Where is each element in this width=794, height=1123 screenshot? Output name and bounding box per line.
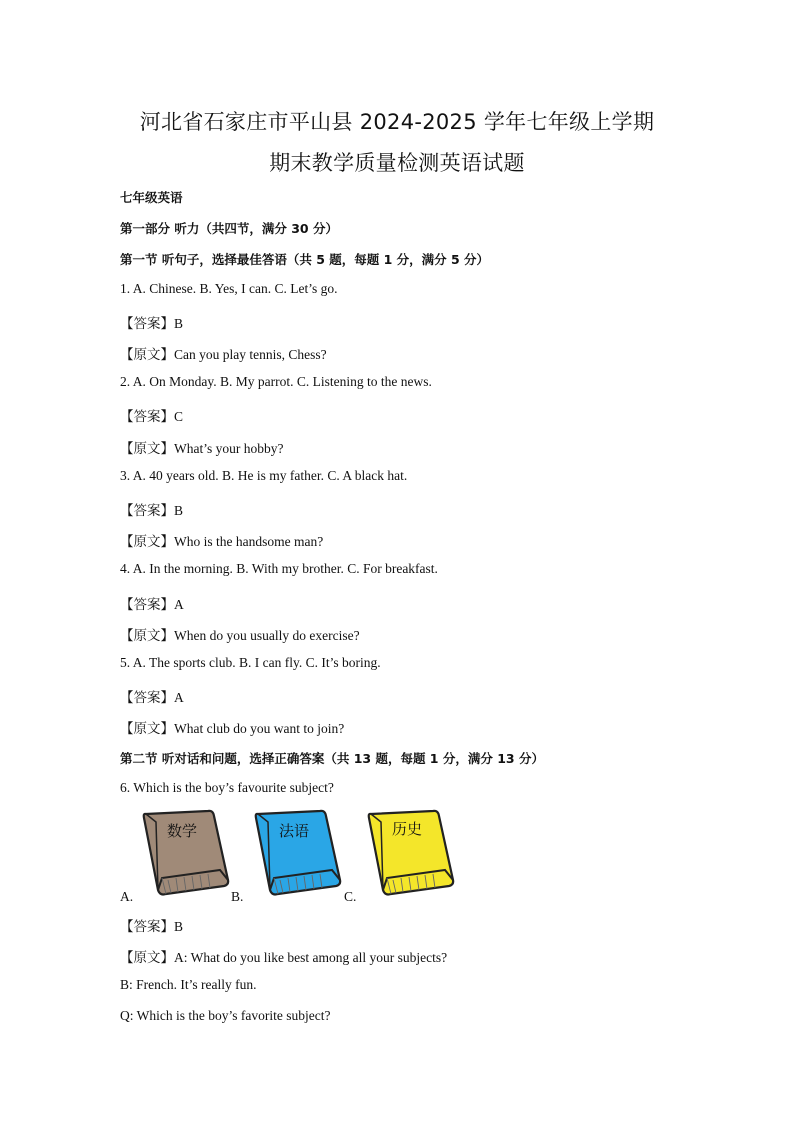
question-3: 3. A. 40 years old. B. He is my father. C. A black hat. <box>120 468 408 483</box>
original-text-5: 【原文】What club do you want to join? <box>120 721 345 736</box>
option-c-book-image <box>363 808 455 900</box>
question-1: 1. A. Chinese. B. Yes, I can. C. Let’s go. <box>120 281 338 296</box>
answer-4: 【答案】A <box>120 597 184 612</box>
answer-3: 【答案】B <box>120 503 184 518</box>
section1-heading: 第一节 听句子，选择最佳答语（共 5 题，每题 1 分，满分 5 分） <box>120 252 490 267</box>
subject-label: 七年级英语 <box>120 190 183 205</box>
book-icon <box>363 808 455 900</box>
original-text-2: 【原文】What’s your hobby? <box>120 441 284 456</box>
original-text-4: 【原文】When do you usually do exercise? <box>120 628 360 643</box>
question-5: 5. A. The sports club. B. I can fly. C. It’s boring. <box>120 655 381 670</box>
part1-heading: 第一部分 听力（共四节，满分 30 分） <box>120 221 338 236</box>
document-title-line1: 河北省石家庄市平山县 2024-2025 学年七年级上学期 <box>139 110 655 134</box>
answer-1: 【答案】B <box>120 316 184 331</box>
book-icon <box>138 808 230 900</box>
question-6: 6. Which is the boy’s favourite subject? <box>120 780 334 795</box>
original-text-1: 【原文】Can you play tennis, Chess? <box>120 347 327 362</box>
original-text-6b: B: French. It’s really fun. <box>120 977 257 992</box>
book-icon <box>250 808 342 900</box>
option-b-book-image <box>250 808 342 900</box>
option-c-letter: C. <box>344 889 357 904</box>
option-a-book-image <box>138 808 230 900</box>
answer-2: 【答案】C <box>120 409 184 424</box>
original-text-3: 【原文】Who is the handsome man? <box>120 534 324 549</box>
book-label-b: 法语 <box>278 822 310 840</box>
answer-5: 【答案】A <box>120 690 184 705</box>
section2-heading: 第二节 听对话和问题，选择正确答案（共 13 题，每题 1 分，满分 13 分） <box>120 751 544 766</box>
answer-6: 【答案】B <box>120 919 184 934</box>
option-b-letter: B. <box>231 889 244 904</box>
original-text-6q: Q: Which is the boy’s favorite subject? <box>120 1008 331 1023</box>
original-text-6a: 【原文】A: What do you like best among all your subjects? <box>120 950 448 965</box>
book-label-a: 数学 <box>166 822 198 840</box>
question-4: 4. A. In the morning. B. With my brother. C. For breakfast. <box>120 561 438 576</box>
document-title-line2: 期末教学质量检测英语试题 <box>269 151 525 175</box>
question-2: 2. A. On Monday. B. My parrot. C. Listening to the news. <box>120 374 432 389</box>
option-a-letter: A. <box>120 889 134 904</box>
book-label-c: 历史 <box>391 820 423 838</box>
